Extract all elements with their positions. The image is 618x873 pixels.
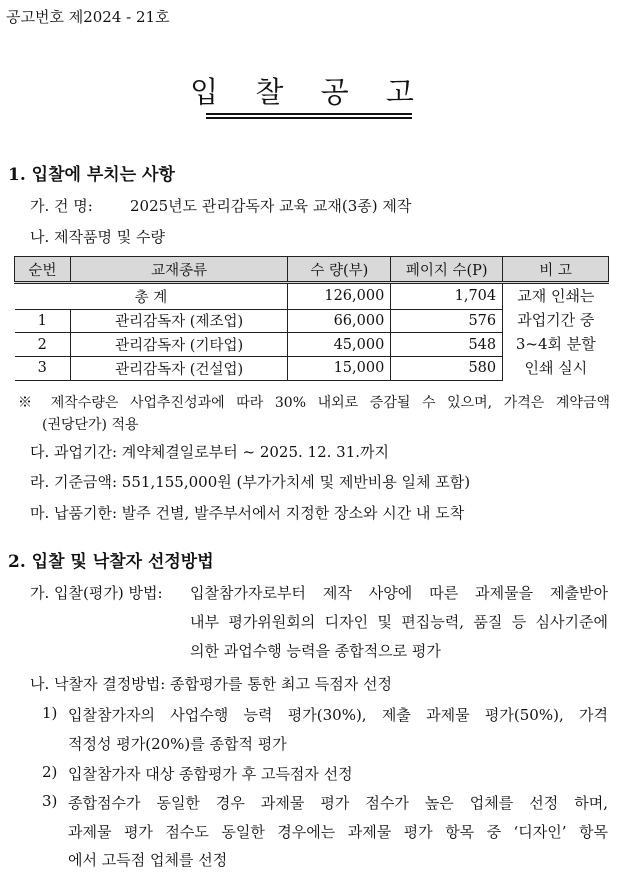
section2-heading: 2. 입찰 및 낙찰자 선정방법 — [8, 552, 214, 572]
criteria-3-line3: 에서 고득점 업체를 선정 — [68, 851, 228, 869]
header-no: 순번 — [15, 257, 71, 283]
quantity-note-line1: ※ 제작수량은 사업추진성과에 따라 30% 내외로 증감될 수 있으며, 가격은 계약금액 — [18, 395, 610, 411]
notice-number: 공고번호 제2024 - 21호 — [6, 8, 170, 26]
row-quantity: 45,000 — [288, 333, 391, 357]
bid-method-line3: 의한 과업수행 능력을 종합적으로 평가 — [190, 642, 441, 660]
remark-line: 과업기간 중 — [517, 311, 595, 329]
header-quantity: 수 량(부) — [288, 257, 391, 283]
total-label: 총 계 — [15, 283, 288, 310]
quantity-table — [14, 256, 609, 381]
row-no: 3 — [15, 356, 71, 380]
criteria-2-line1: 입찰참가자 대상 종합평가 후 고득점자 선정 — [68, 765, 353, 783]
row-quantity: 15,000 — [288, 356, 391, 380]
criteria-3-line2: 과제물 평가 점수도 동일한 경우에는 과제물 평가 항목 중 ‘디자인’ 항목 — [68, 823, 608, 841]
item-period: 다. 과업기간: 계약체결일로부터 ~ 2025. 12. 31.까지 — [30, 443, 390, 461]
title-underline-1 — [206, 113, 412, 115]
criteria-2-number: 2) — [42, 763, 58, 781]
item-base-amount: 라. 기준금액: 551,155,000원 (부가가치세 및 제반비용 일체 포함) — [30, 473, 471, 491]
row-no: 1 — [15, 309, 71, 333]
row-name: 관리감독자 (제조업) — [70, 309, 288, 333]
item-products-label: 나. 제작품명 및 수량 — [30, 228, 165, 246]
header-pages: 페이지 수(P) — [391, 257, 503, 283]
table-header-row — [15, 257, 609, 283]
remark-line: 인쇄 실시 — [524, 359, 588, 377]
winner-method: 나. 낙찰자 결정방법: 종합평가를 통한 최고 득점자 선정 — [30, 675, 392, 693]
item-delivery: 마. 납품기한: 발주 건별, 발주부서에서 지정한 장소와 시간 내 도착 — [30, 504, 465, 522]
header-remarks: 비 고 — [503, 257, 609, 283]
bid-method-label: 가. 입찰(평가) 방법: — [30, 584, 163, 602]
criteria-1-number: 1) — [42, 704, 58, 722]
criteria-1-line1: 입찰참가자의 사업수행 능력 평가(30%), 제출 과제물 평가(50%), 가격 — [68, 706, 608, 724]
total-pages: 1,704 — [391, 283, 503, 310]
row-name: 관리감독자 (건설업) — [70, 356, 288, 380]
row-quantity: 66,000 — [288, 309, 391, 333]
criteria-3-line1: 종합점수가 동일한 경우 과제물 평가 점수가 높은 업체를 선정 하며, — [68, 794, 608, 812]
item-name-value: 2025년도 관리감독자 교육 교재(3종) 제작 — [130, 197, 412, 215]
total-quantity: 126,000 — [288, 283, 391, 310]
row-no: 2 — [15, 333, 71, 357]
section1-heading: 1. 입찰에 부치는 사항 — [8, 165, 175, 185]
bid-method-line2: 내부 평가위원회의 디자인 및 편집능력, 품질 등 심사기준에 — [190, 613, 608, 631]
criteria-1-line2: 적정성 평가(20%)를 종합적 평가 — [68, 735, 287, 753]
header-name: 교재종류 — [70, 257, 288, 283]
remark-line: 3~4회 분할 — [515, 335, 596, 353]
bid-method-line1: 입찰참가자로부터 제작 사양에 따른 과제물을 제출받아 — [190, 584, 608, 602]
remarks-cell — [503, 283, 609, 381]
title-underline-2 — [206, 117, 412, 119]
item-name-label: 가. 건 명: — [30, 197, 93, 215]
remark-line: 교재 인쇄는 — [517, 287, 595, 305]
row-name: 관리감독자 (기타업) — [70, 333, 288, 357]
page-title: 입 찰 공 고 — [190, 75, 428, 109]
criteria-3-number: 3) — [42, 792, 58, 810]
quantity-note-line2: (권당단가) 적용 — [42, 417, 139, 433]
table-row-total — [15, 283, 609, 310]
row-pages: 580 — [391, 356, 503, 380]
row-pages: 576 — [391, 309, 503, 333]
row-pages: 548 — [391, 333, 503, 357]
